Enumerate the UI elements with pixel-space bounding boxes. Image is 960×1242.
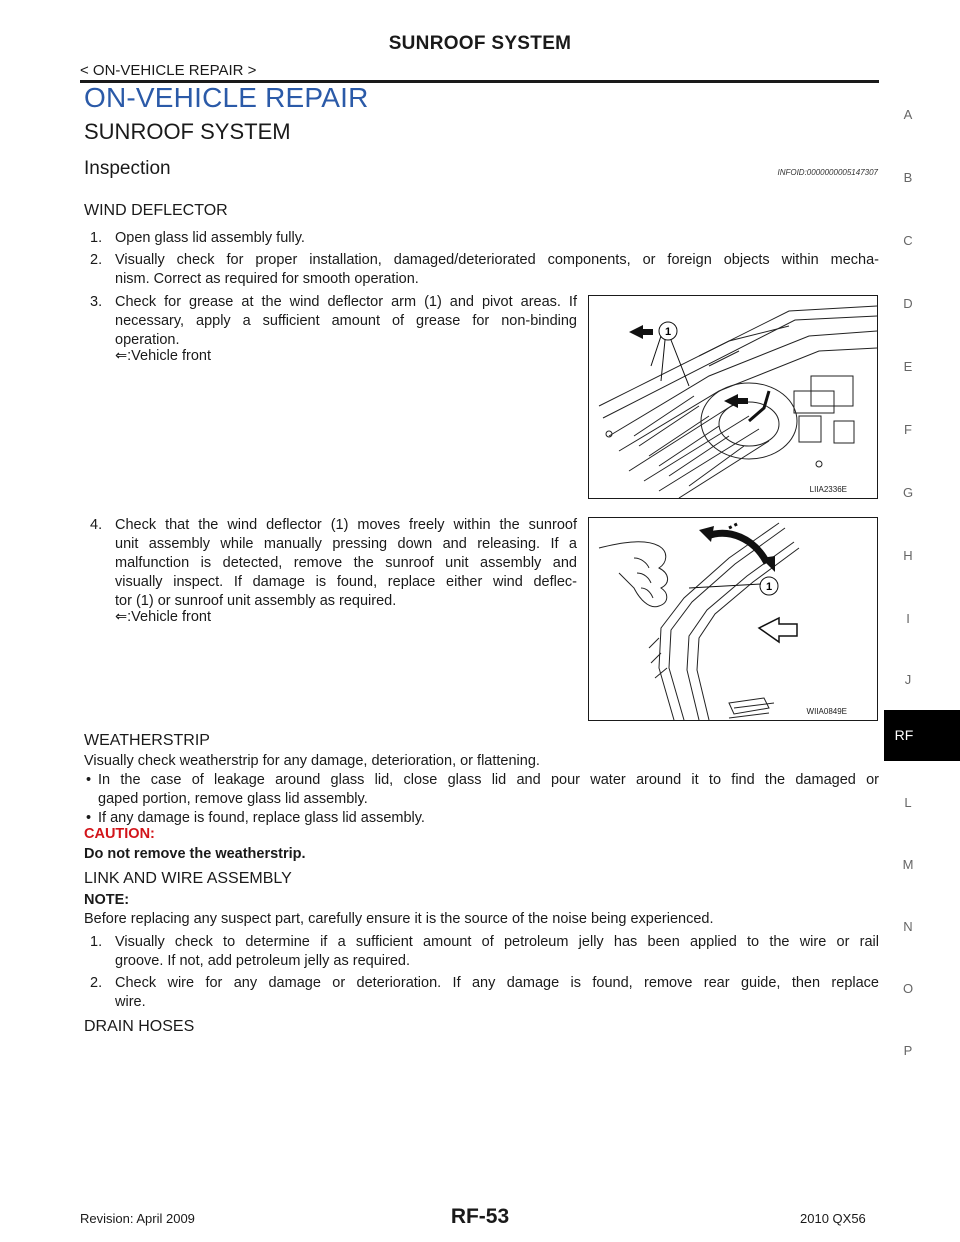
figure-wind-deflector-movement	[588, 517, 878, 721]
side-index-C: C	[903, 233, 913, 248]
step-1: 1.	[90, 230, 103, 246]
step-4-num: 4.	[90, 517, 103, 533]
side-index-RF-tab: RF	[884, 710, 960, 761]
subsection-title: SUNROOF SYSTEM	[84, 119, 291, 144]
step-4-line: visually inspect. If damage is found, replace either wind deflec-	[115, 574, 577, 590]
drain-hoses-heading: DRAIN HOSES	[84, 1018, 195, 1035]
bullet-mark: •	[86, 810, 92, 826]
vehicle-front-note: ⇐:Vehicle front	[115, 609, 211, 625]
step-2-num: 2.	[90, 252, 103, 268]
inspection-title: Inspection	[84, 158, 171, 179]
running-header-subtitle: < ON-VEHICLE REPAIR >	[80, 62, 257, 79]
step-2-line2: nism. Correct as required for smooth operation.	[115, 271, 419, 287]
wind-deflector-heading: WIND DEFLECTOR	[84, 202, 228, 219]
wind-deflector-movement-illustration	[589, 518, 877, 720]
page-number: RF-53	[450, 1205, 510, 1228]
side-index-L: L	[904, 795, 912, 810]
step-4-line: Check that the wind deflector (1) moves freely within the sunroof	[115, 517, 577, 533]
step-2-line1: Visually check for proper installation, damaged/deteriorated components, or foreign objects within mecha-	[115, 252, 879, 268]
side-index-I: I	[906, 611, 910, 626]
step-4-line: unit assembly while manually pressing down and releasing. If a	[115, 536, 577, 552]
side-index-H: H	[903, 548, 913, 563]
note-label: NOTE:	[84, 892, 130, 908]
note-text: Before replacing any suspect part, carefully ensure it is the source of the noise being experienced.	[84, 911, 714, 927]
step-4-line: tor (1) or sunroof unit assembly as required.	[115, 593, 397, 609]
running-header-title: SUNROOF SYSTEM	[388, 33, 572, 54]
caution-label: CAUTION:	[84, 826, 155, 842]
model-year: 2010 QX56	[800, 1211, 866, 1226]
side-index-G: G	[902, 485, 914, 500]
figure-id: WIIA0849E	[806, 707, 847, 716]
side-index-O: O	[902, 981, 914, 996]
figure-wind-deflector-arm	[588, 295, 878, 499]
side-index-F: F	[904, 422, 912, 437]
link-wire-heading: LINK AND WIRE ASSEMBLY	[84, 870, 292, 887]
step-3-line: necessary, apply a sufficient amount of grease for non-binding	[115, 313, 577, 329]
side-index-E: E	[903, 359, 913, 374]
step-1-text: Open glass lid assembly fully.	[115, 230, 305, 246]
weatherstrip-bullet-1-cont: gaped portion, remove glass lid assembly.	[98, 791, 368, 807]
side-index-P: P	[903, 1043, 913, 1058]
side-index-D: D	[903, 296, 913, 311]
side-index-N: N	[903, 919, 913, 934]
weatherstrip-bullet-2: If any damage is found, replace glass lid assembly.	[98, 810, 425, 826]
weatherstrip-intro: Visually check weatherstrip for any damage, deterioration, or flattening.	[84, 753, 540, 769]
bullet-mark: •	[86, 772, 92, 788]
step-3-line: operation.	[115, 332, 180, 348]
revision-date: Revision: April 2009	[80, 1211, 195, 1226]
link-step-1-line2: groove. If not, add petroleum jelly as required.	[115, 953, 410, 969]
side-index-B: B	[903, 170, 913, 185]
step-4-line: malfunction is detected, remove the sunroof unit assembly and	[115, 555, 577, 571]
link-step-2-num: 2.	[90, 975, 103, 991]
section-title: ON-VEHICLE REPAIR	[84, 82, 369, 113]
figure-callout: 1	[664, 326, 672, 338]
figure-id: LIIA2336E	[809, 485, 847, 494]
weatherstrip-bullet-1: In the case of leakage around glass lid, close glass lid and pour water around it to find the damaged or	[98, 772, 879, 788]
link-step-1-num: 1.	[90, 934, 103, 950]
step-3-num: 3.	[90, 294, 103, 310]
link-step-2-line1: Check wire for any damage or deterioration. If any damage is found, remove rear guide, then replace	[115, 975, 879, 991]
caution-text: Do not remove the weatherstrip.	[84, 846, 306, 862]
side-index-M: M	[902, 857, 914, 872]
link-step-2-line2: wire.	[115, 994, 146, 1010]
info-id: INFOID:0000000005147307	[777, 168, 878, 177]
side-index-A: A	[903, 107, 913, 122]
figure-callout: 1	[765, 581, 773, 593]
weatherstrip-heading: WEATHERSTRIP	[84, 732, 210, 749]
vehicle-front-note: ⇐:Vehicle front	[115, 348, 211, 364]
wind-deflector-arm-illustration	[589, 296, 877, 498]
step-3-line: Check for grease at the wind deflector arm (1) and pivot areas. If	[115, 294, 577, 310]
side-index-J: J	[904, 672, 912, 687]
link-step-1-line1: Visually check to determine if a sufficient amount of petroleum jelly has been applied to the wire or rail	[115, 934, 879, 950]
